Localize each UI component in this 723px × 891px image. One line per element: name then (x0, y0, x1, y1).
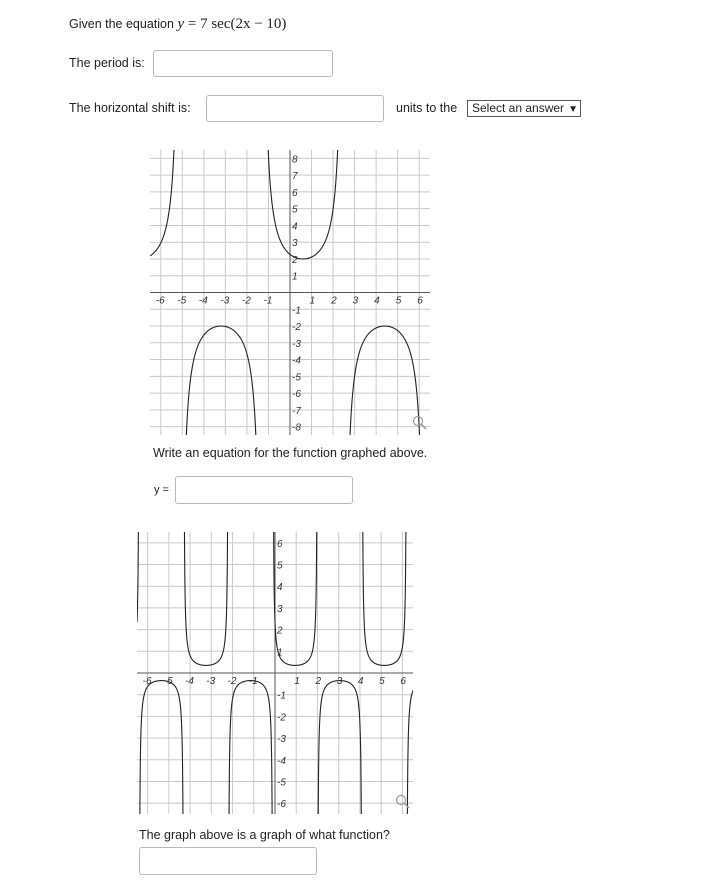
x-tick-label: -5 (177, 295, 187, 307)
y-tick-label: 6 (292, 187, 298, 199)
x-tick-label: 2 (331, 295, 337, 307)
y-tick-label: 4 (277, 582, 283, 594)
x-tick-label: -5 (163, 676, 173, 687)
graph-secant-1 (150, 150, 430, 435)
y-tick-label: 2 (292, 254, 298, 266)
y-tick-label: 8 (292, 154, 298, 166)
x-tick-label: 1 (309, 295, 316, 307)
question3-prompt: The graph above is a graph of what function? (139, 828, 390, 842)
x-tick-label: -6 (155, 295, 165, 307)
y-tick-label: -2 (277, 712, 286, 724)
y-tick-label: 5 (292, 204, 298, 216)
y-tick-label: 1 (277, 647, 283, 659)
y-tick-label: 3 (292, 238, 298, 250)
y-tick-label: -4 (277, 755, 286, 767)
x-tick-label: -3 (220, 295, 230, 307)
y-tick-label: -2 (292, 322, 301, 334)
x-tick-label: 4 (357, 676, 364, 687)
x-tick-label: -6 (142, 676, 152, 687)
y-tick-label: 2 (277, 625, 283, 637)
chevron-down-icon: ▼ (568, 104, 578, 115)
y-tick-label: -1 (277, 690, 286, 702)
equation-prefix: Given the equation (69, 17, 174, 31)
function-answer-input[interactable] (139, 847, 317, 875)
x-tick-label: 3 (336, 676, 343, 687)
y-tick-label: 4 (292, 221, 298, 233)
y-tick-label: -7 (292, 405, 301, 417)
period-label: The period is: (69, 56, 145, 70)
y-tick-label: -5 (292, 372, 301, 384)
equation-formula (177, 16, 286, 32)
y-tick-label: 1 (292, 271, 298, 283)
x-tick-label: -4 (185, 676, 194, 687)
x-tick-label: 3 (352, 295, 359, 307)
shift-suffix: units to the (396, 101, 458, 115)
question2-prompt: Write an equation for the function graphed above. (153, 446, 428, 460)
y-tick-label: 7 (292, 171, 298, 183)
y-tick-label: -5 (277, 777, 286, 789)
x-tick-label: 6 (417, 295, 423, 307)
equation-answer-input[interactable] (175, 476, 353, 504)
y-equals-label: y = (154, 484, 169, 496)
x-tick-label: 2 (315, 676, 322, 687)
y-tick-label: -3 (292, 338, 301, 350)
x-tick-label: 5 (395, 295, 402, 307)
period-input[interactable] (153, 50, 333, 77)
y-tick-label: 3 (277, 603, 283, 615)
x-tick-label: -1 (263, 295, 273, 307)
y-tick-label: -4 (292, 355, 301, 367)
shift-input[interactable] (206, 95, 384, 122)
magnify-handle (404, 803, 409, 808)
x-tick-label: -4 (198, 295, 208, 307)
y-tick-label: -6 (292, 389, 301, 401)
x-tick-label: 1 (294, 676, 300, 687)
equation-rhs: = 7 sec(2x − 10) (187, 16, 287, 32)
shift-label: The horizontal shift is: (69, 101, 191, 115)
equation-var: y (177, 16, 185, 32)
x-tick-label: -3 (206, 676, 216, 687)
x-tick-label: 4 (374, 295, 380, 307)
y-tick-label: -1 (292, 305, 301, 317)
x-tick-label: -2 (227, 676, 237, 687)
magnify-icon (414, 417, 427, 430)
y-tick-label: -8 (292, 422, 301, 434)
x-tick-label: 6 (400, 676, 406, 687)
y-tick-label: -6 (277, 799, 286, 811)
direction-select[interactable] (467, 100, 581, 117)
x-tick-label: 5 (379, 676, 385, 687)
y-tick-label: 5 (277, 560, 283, 572)
equation-line (69, 16, 286, 33)
x-tick-label: -2 (241, 295, 251, 307)
graph-secant-2 (137, 532, 413, 814)
y-tick-label: 6 (277, 538, 283, 550)
y-tick-label: -3 (277, 734, 286, 746)
direction-select-value: Select an answer (472, 101, 565, 115)
x-tick-label: -1 (248, 676, 258, 687)
